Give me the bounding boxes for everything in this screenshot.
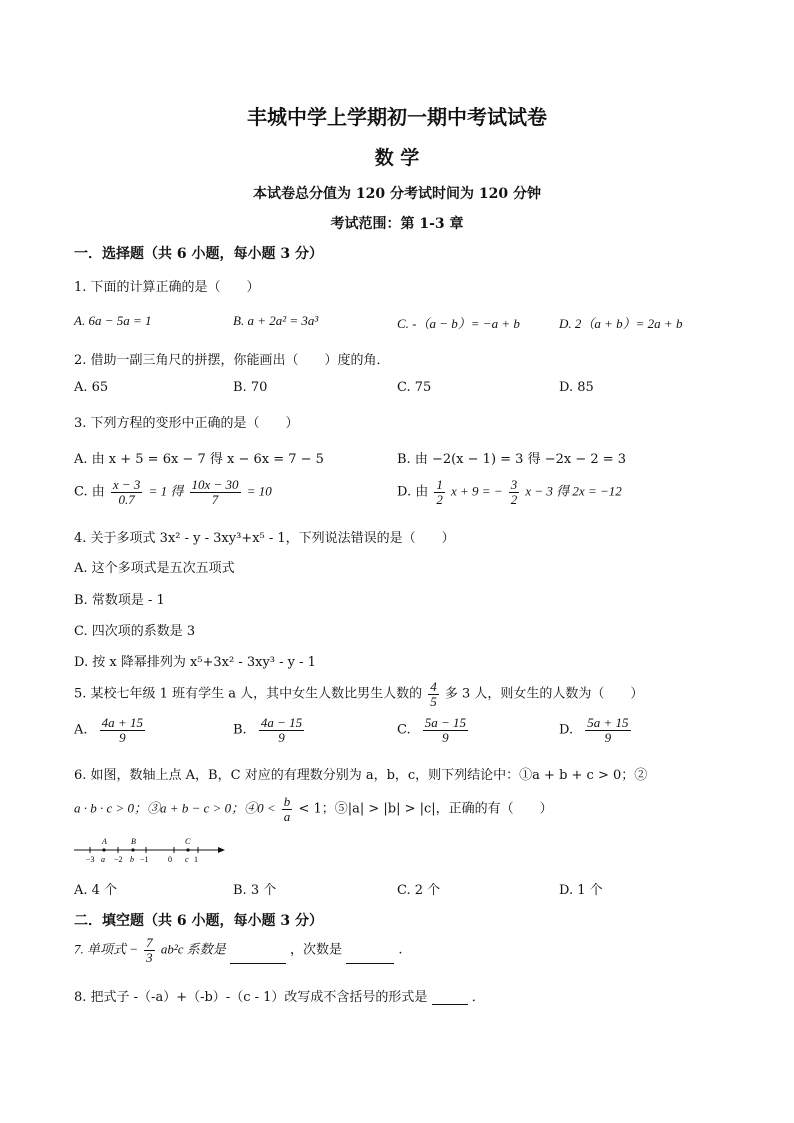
option-d-mid: x + 9 = − — [451, 483, 503, 499]
question-4-option-b: B. 常数项是 - 1 — [74, 593, 165, 608]
q7-mid: ，次数是 — [290, 942, 343, 958]
answer-blank-q8[interactable] — [432, 990, 468, 1005]
option-c-prefix: C. 由 — [74, 484, 105, 500]
section-heading-choice: 一．选择题（共 6 小题，每小题 3 分） — [74, 246, 323, 262]
question-3-option-a: A. 由 x + 5 = 6x − 7 得 x − 6x = 7 − 5 — [74, 452, 324, 467]
tick-label: −3 — [86, 855, 95, 864]
point-c — [186, 848, 189, 851]
fraction: $\frac{7}{3}$ — [146, 935, 153, 965]
question-4-stem: 4. 关于多项式 3x² - y - 3xy³+x⁵ - 1，下列说法错误的是（ ） — [74, 531, 455, 546]
q7-term: ab²c 系数是 — [160, 941, 226, 957]
question-2-option-a: A. 65 — [74, 380, 109, 395]
tick-label: 1 — [194, 855, 198, 864]
question-6-stem-line2 — [74, 795, 553, 823]
subject-title: 数 学 — [374, 147, 420, 169]
answer-blank-coefficient[interactable] — [230, 949, 286, 964]
exam-info: 本试卷总分值为 120 分考试时间为 120 分钟 — [253, 186, 541, 202]
question-3-stem: 3. 下列方程的变形中正确的是（ ） — [74, 416, 299, 431]
arrow-icon — [218, 847, 225, 853]
question-4-option-a: A. 这个多项式是五次五项式 — [74, 561, 235, 576]
question-6-option-c: C. 2 个 — [397, 883, 441, 898]
exam-title: 丰城中学上学期初一期中考试试卷 — [247, 105, 547, 129]
question-8 — [74, 986, 485, 1005]
fraction: $\frac{x - 3}{0.7}$ — [112, 477, 141, 507]
question-1-option-a: A. 6a − 5a = 1 — [74, 313, 152, 328]
question-1-option-b: B. a + 2a² = 3a³ — [233, 313, 319, 328]
option-label: D. — [559, 722, 574, 738]
tick-label: −2 — [114, 855, 123, 864]
question-3-option-d — [397, 478, 622, 506]
point-a — [102, 848, 105, 851]
question-2-stem: 2. 借助一副三角尺的拼摆，你能画出（ ）度的角． — [74, 353, 390, 368]
question-3-option-b: B. 由 −2(x − 1) = 3 得 −2x − 2 = 3 — [397, 452, 627, 467]
stem-suffix: < 1；⑤|a| > |b| > |c|，正确的有（ ） — [298, 801, 553, 817]
question-1-option-d: D. 2（a + b）= 2a + b — [559, 316, 683, 331]
question-2-option-d: D. 85 — [559, 380, 594, 395]
option-label: B. — [233, 722, 247, 738]
fraction: $\frac{10x - 30}{7}$ — [191, 477, 239, 507]
fraction: $\frac{1}{2}$ — [436, 477, 443, 507]
question-5-option-d — [559, 716, 633, 744]
question-4-option-d: D. 按 x 降幂排列为 x⁵+3x² - 3xy³ - y - 1 — [74, 655, 316, 670]
question-3-option-c — [74, 478, 272, 506]
question-1-option-c: C. -（a − b）= −a + b — [397, 316, 520, 331]
tick-label: −1 — [140, 855, 149, 864]
question-1-stem: 1. 下面的计算正确的是（ ） — [74, 280, 260, 295]
point-label-b: B — [131, 837, 136, 846]
question-5-option-b — [233, 716, 306, 744]
question-6-stem-line1: 6. 如图，数轴上点 A，B，C 对应的有理数分别为 a，b，c，则下列结论中：①a + b + c > 0；② — [74, 768, 648, 783]
point-label-c: C — [185, 837, 191, 846]
tick-label: c — [185, 855, 189, 864]
tick-label: b — [130, 855, 134, 864]
tick-label: 0 — [168, 855, 172, 864]
option-label: C. — [397, 722, 411, 738]
question-6-option-d: D. 1 个 — [559, 883, 603, 898]
option-c-suffix: = 10 — [246, 483, 272, 499]
exam-scope: 考试范围：第 1-3 章 — [330, 216, 464, 232]
question-6-option-b: B. 3 个 — [233, 883, 277, 898]
option-label: A. — [74, 722, 88, 738]
fraction: $\frac{5a - 15}{9}$ — [424, 715, 467, 745]
fraction: $\frac{4}{5}$ — [430, 679, 437, 709]
question-2-option-c: C. 75 — [397, 380, 432, 395]
question-5-option-c — [397, 716, 470, 744]
point-b — [131, 848, 134, 851]
fraction: $\frac{5a + 15}{9}$ — [587, 715, 629, 745]
fraction: $\frac{3}{2}$ — [510, 477, 518, 507]
point-label-a: A — [102, 837, 107, 846]
stem-suffix: 多 3 人，则女生的人数为（ ） — [444, 686, 644, 702]
answer-blank-degree[interactable] — [346, 949, 394, 964]
question-4-option-c: C. 四次项的系数是 3 — [74, 624, 196, 639]
fraction: $\frac{4a + 15}{9}$ — [101, 715, 143, 745]
stem-prefix: a · b · c > 0；③a + b − c > 0；④0 < — [74, 800, 276, 816]
fraction: $\frac{4a - 15}{9}$ — [260, 715, 303, 745]
question-5-stem — [74, 680, 643, 708]
fraction: $\frac{b}{a}$ — [283, 794, 291, 824]
question-2-option-b: B. 70 — [233, 380, 268, 395]
q7-end: . — [398, 942, 403, 958]
option-d-suffix: x − 3 得 2x = −12 — [525, 483, 622, 499]
question-5-option-a — [74, 716, 147, 744]
q8-text: 8. 把式子 -（-a）+（-b）-（c - 1）改写成不含括号的形式是 — [74, 990, 428, 1005]
stem-prefix: 5. 某校七年级 1 班有学生 a 人，其中女生人数比男生人数的 — [74, 686, 423, 702]
question-6-option-a: A. 4 个 — [74, 883, 118, 898]
number-line-figure — [70, 834, 230, 866]
q7-prefix: 7. 单项式 − — [74, 941, 139, 957]
option-c-mid: = 1 得 — [148, 483, 184, 499]
question-7 — [74, 936, 402, 964]
section-heading-fill: 二．填空题（共 6 小题，每小题 3 分） — [74, 913, 323, 929]
q8-end: ． — [471, 990, 485, 1005]
option-d-prefix: D. 由 — [397, 484, 429, 500]
tick-label: a — [101, 855, 105, 864]
